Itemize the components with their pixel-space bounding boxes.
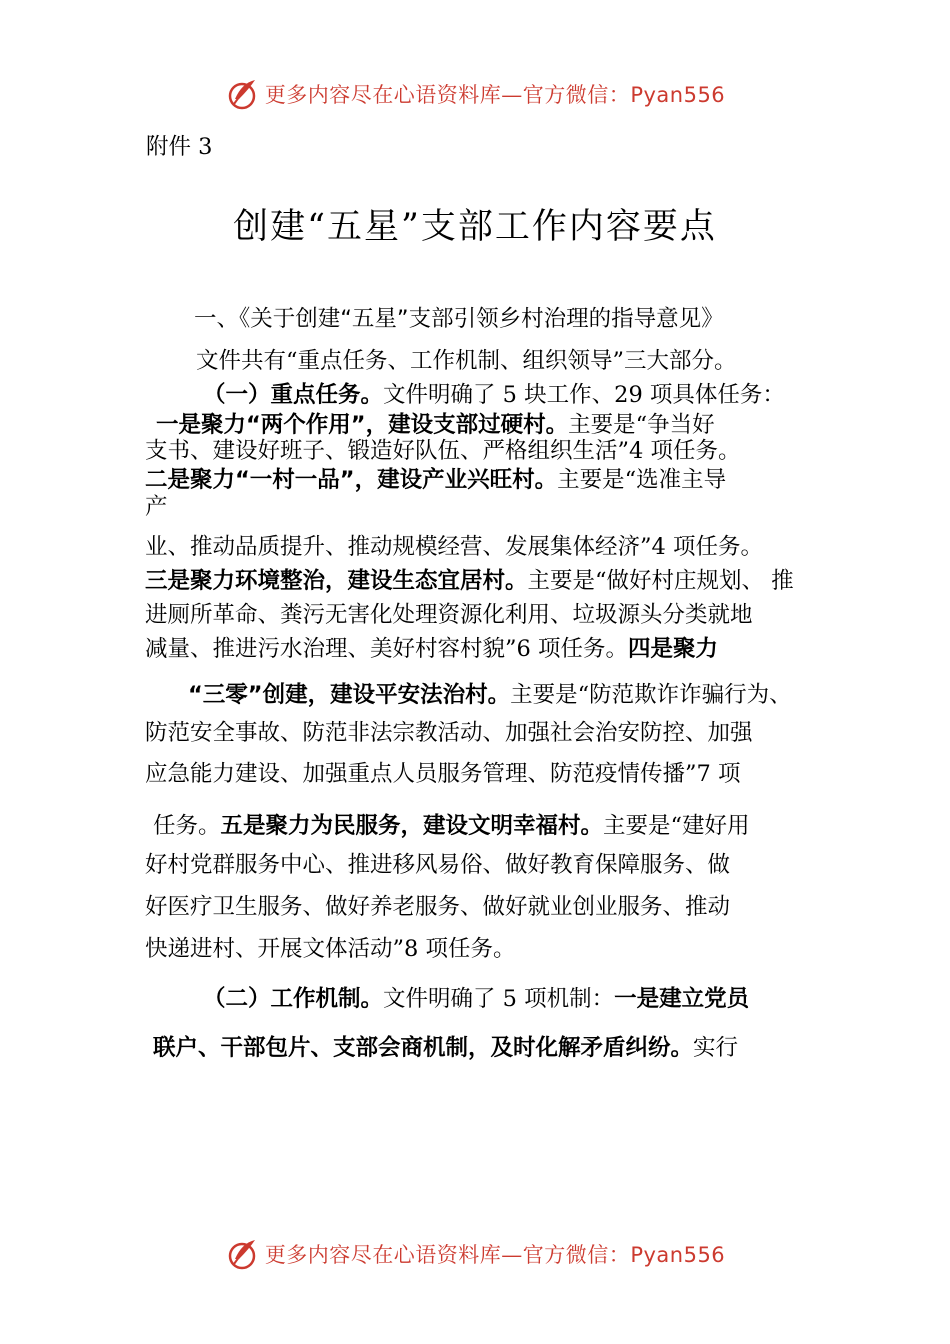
- body-text: 减量、推进污水治理、美好村容村貌”6 项任务。: [145, 636, 628, 662]
- body-text: 产: [145, 494, 168, 520]
- body-line: [145, 854, 730, 877]
- body-line: [188, 684, 792, 707]
- body-text: 文件明确了 5 块工作、29 项具体任务：: [383, 382, 785, 408]
- watermark-text: 更多内容尽在心语资料库—官方微信：Pyan556: [264, 83, 726, 107]
- body-text: 文件明确了 5 项机制：: [383, 986, 615, 1012]
- bold-text: （二）工作机制。: [203, 986, 384, 1012]
- body-line: [153, 1037, 738, 1060]
- bold-text: 四是聚力: [627, 636, 718, 662]
- body-text: 主要是“争当好: [568, 412, 715, 438]
- body-text: 支书、建设好班子、锻造好队伍、严格组织生活”4 项任务。: [145, 438, 741, 464]
- body-line: [196, 350, 737, 373]
- bold-text: “三零”创建，建设平安法治村。: [188, 682, 511, 708]
- body-text: 防范安全事故、防范非法宗教活动、加强社会治安防控、加强: [145, 720, 753, 746]
- body-line: [145, 496, 168, 519]
- body-text: 文件共有“重点任务、工作机制、组织领导”三大部分。: [196, 348, 737, 374]
- body-line: [145, 570, 794, 593]
- body-text: 应急能力建设、加强重点人员服务管理、防范疫情传播”7 项: [145, 761, 741, 787]
- bold-text: 一是聚力“两个作用”，建设支部过硬村。: [156, 412, 569, 438]
- body-line: [145, 896, 730, 919]
- watermark-top: [0, 74, 950, 114]
- body-line: [145, 536, 763, 559]
- bold-text: 一是建立党员: [614, 986, 750, 1012]
- body-line: [203, 384, 785, 407]
- page-title: 创建“五星”支部工作内容要点: [233, 207, 717, 247]
- section-heading: 一、《关于创建“五星”支部引领乡村治理的指导意见》: [194, 306, 724, 332]
- bold-text: 联户、干部包片、支部会商机制，及时化解矛盾纠纷。: [153, 1035, 694, 1061]
- body-line: [145, 469, 726, 492]
- watermark-text: 更多内容尽在心语资料库—官方微信：Pyan556: [264, 1243, 726, 1267]
- body-line: [145, 638, 718, 661]
- bold-text: 三是聚力环境整治，建设生态宜居村。: [145, 568, 528, 594]
- body-line: [145, 604, 753, 627]
- body-text: 快递进村、开展文体活动”8 项任务。: [145, 936, 516, 962]
- bold-text: （一）重点任务。: [203, 382, 384, 408]
- body-line: [145, 722, 753, 745]
- bold-text: 五是聚力为民服务，建设文明幸福村。: [220, 813, 604, 839]
- quill-logo-icon: [225, 77, 259, 111]
- body-line: [203, 988, 749, 1011]
- body-line: [156, 414, 715, 437]
- body-text: 好村党群服务中心、推进移风易俗、做好教育保障服务、做: [145, 852, 731, 878]
- body-text: 实行: [693, 1035, 739, 1061]
- body-text: 主要是“做好村庄规划、 推: [527, 568, 794, 594]
- body-text: 好医疗卫生服务、做好养老服务、做好就业创业服务、推动: [145, 894, 731, 920]
- quill-logo-icon: [225, 1237, 259, 1271]
- body-text: 主要是“选准主导: [557, 467, 727, 493]
- body-text: 进厕所革命、粪污无害化处理资源化利用、垃圾源头分类就地: [145, 602, 753, 628]
- body-text: 任务。: [153, 813, 221, 839]
- attachment-label: 附件 3: [146, 134, 213, 160]
- body-text: 业、推动品质提升、推动规模经营、发展集体经济”4 项任务。: [145, 534, 763, 560]
- watermark-bottom: [0, 1234, 950, 1274]
- body-text: 主要是“建好用: [603, 813, 750, 839]
- body-line: [145, 763, 740, 786]
- body-line: [145, 938, 515, 961]
- body-line: [145, 440, 740, 463]
- body-text: 主要是“防范欺诈诈骗行为、: [510, 682, 792, 708]
- bold-text: 二是聚力“一村一品”，建设产业兴旺村。: [145, 467, 558, 493]
- body-line: [153, 815, 750, 838]
